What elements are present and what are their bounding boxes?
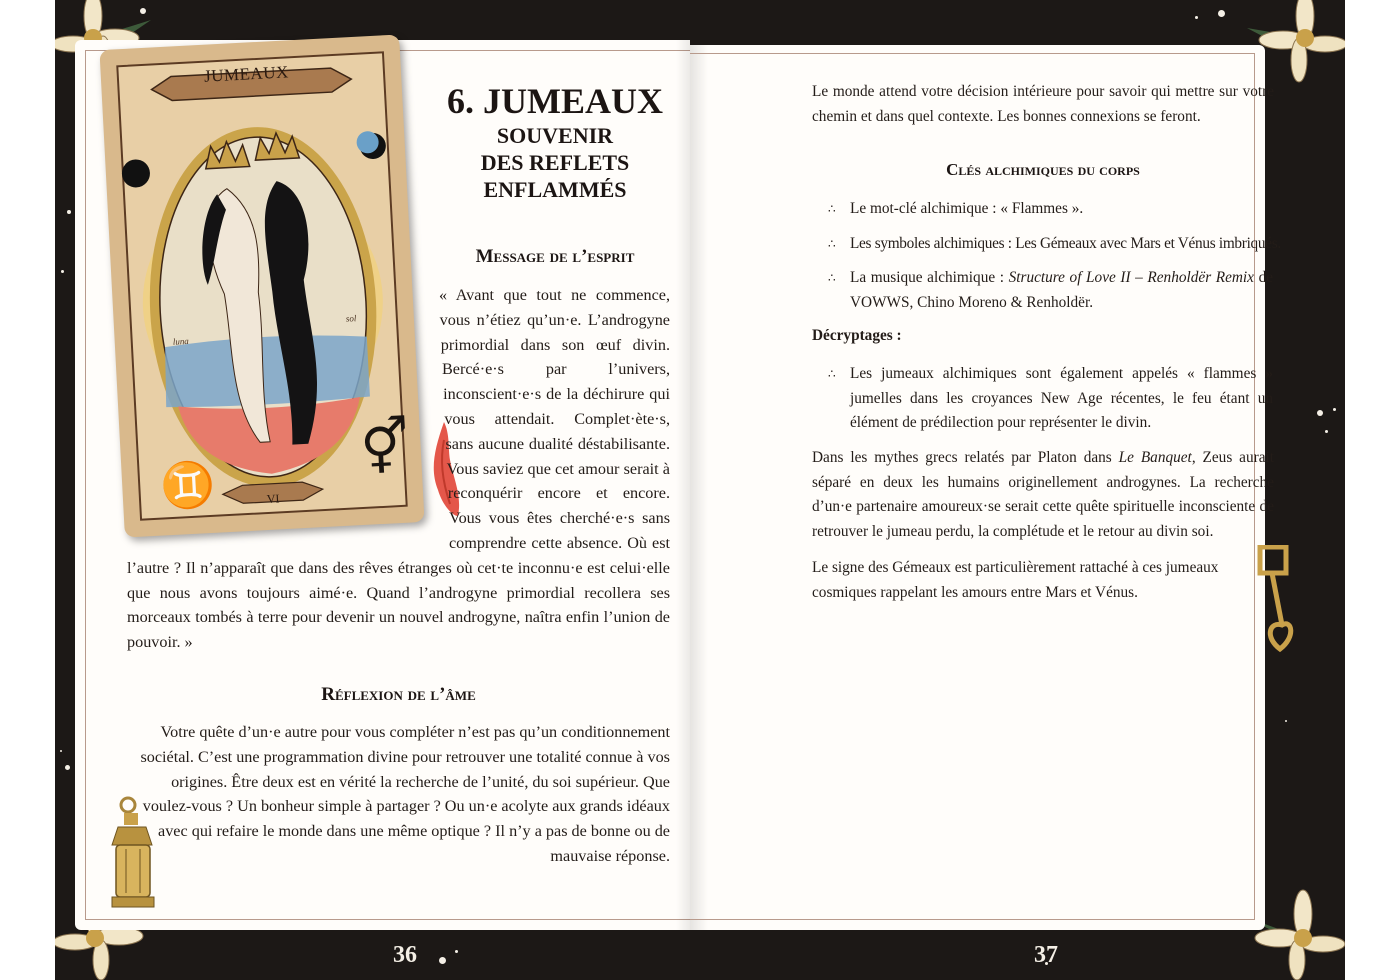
page-number-right: 37 (1034, 942, 1058, 968)
intro-text: Le monde attend votre décision intérieure pour savoir qui mettre sur votre chemin et dans quel contexte. Les bonnes connexions se feront. (812, 83, 1274, 125)
list-item-text: La musique alchimique : (850, 269, 1009, 287)
chapter-subtitle-line: DES REFLETS (480, 150, 630, 175)
gender-symbol-icon: ⚥ (358, 414, 411, 481)
myth-suffix: , Zeus aurait séparé en deux les humains originellement androgynes. La recherche d’un·e partenaire amoureux·se serait cette quête spirituelle inconsciente de retrouver le jumeau perdu, la complétude et le retour au divin soi. (812, 449, 1274, 540)
keys-heading: Clés alchimiques du corps (946, 160, 1140, 179)
card-label: JUMEAUX (203, 62, 290, 86)
star-decoration (67, 210, 71, 214)
star-decoration (455, 950, 458, 953)
star-decoration (65, 765, 70, 770)
therefore-bullet-icon: ∴ (828, 271, 835, 286)
message-text: « Avant que tout ne commence, vous n’étiez qu’un·e. L’androgyne primordial dans son œuf divin. Bercé·e·s par l’univers, inconscient·e·s de la déchirure qui vous attendait. Complet·ète·s, sans aucune dualité déstabilisante. Vous saviez que cet amour serait à reconquérir encore et encore. Vous vous êtes cherché·e·s sans comprendre cette absence. Où est l’autre ? Il n’apparaît que dans des rêves étranges où cet·te inconnu·e est celui·elle que nous avons toujours aimé·e. Quand l’androgyne primordial recollera ses morceaux tombés à terre pour devenir un nouvel androgyne, naîtra enfin l’union de pouvoir. » (127, 286, 670, 652)
chapter-number-title: 6. JUMEAUX (447, 81, 663, 121)
list-item-text: Les symboles alchimiques : Les Gémeaux avec Mars et Vénus imbriqués. (850, 234, 1281, 252)
chapter-title (440, 80, 670, 203)
reflection-heading: Réflexion de l’âme (321, 684, 476, 705)
therefore-bullet-icon: ∴ (828, 367, 835, 381)
star-decoration (1285, 720, 1287, 722)
closing-text: Le signe des Gémeaux est particulièrement rattaché à ces jumeaux cosmiques rappelant les amours entre Mars et Vénus. (812, 559, 1219, 601)
list-item (828, 362, 1273, 436)
list-item-text: Les jumeaux alchimiques sont également appelés « flammes » jumelles dans les croyances New Age récentes, le feu étant un élément de prédilection pour représenter le divin. (850, 365, 1273, 432)
myth-prefix: Dans les mythes grecs relatés par Platon dans (812, 449, 1119, 466)
decryptages-list (828, 362, 1273, 446)
card-word-sol: sol (345, 313, 357, 324)
reflection-text: Votre quête d’un·e autre pour vous compléter n’est pas qu’un conditionnement sociétal. C’est une programmation divine pour retrouver une totalité connue à vos origines. Être deux est en vérité la recherche de l’unité, du soi supérieur. Que voulez-vous ? Un bonheur simple à partager ? Ou un·e acolyte aux grands idéaux avec qui refaire le monde dans une même optique ? Il n’y a pas de bonne ou de mauvaise réponse. (140, 723, 670, 865)
list-item (828, 197, 1273, 222)
page-number-left: 36 (393, 942, 417, 968)
message-heading: Message de l’esprit (475, 246, 635, 267)
list-item-text: Le mot-clé alchimique : « Flammes ». (850, 200, 1084, 217)
star-decoration (60, 750, 62, 752)
card-word-luna: luna (172, 335, 190, 347)
therefore-bullet-icon: ∴ (828, 236, 835, 251)
message-block (127, 283, 670, 658)
chapter-subtitle-line: SOUVENIR (496, 123, 614, 148)
star-decoration (1333, 408, 1336, 411)
myth-paragraph (812, 446, 1274, 544)
star-decoration (1325, 430, 1328, 433)
chapter-subtitle-line: ENFLAMMÉS (483, 177, 627, 202)
therefore-bullet-icon: ∴ (828, 202, 835, 216)
star-decoration (439, 957, 446, 964)
key-icon (1252, 545, 1302, 655)
card-number: VI (266, 491, 280, 507)
gemini-symbol-icon: ♊ (159, 458, 217, 513)
decryptages-label: Décryptages : (812, 327, 902, 344)
myth-book-title: Le Banquet (1118, 449, 1192, 466)
keys-list (828, 197, 1281, 325)
list-item (828, 232, 1281, 257)
star-decoration (61, 270, 64, 273)
music-title: Structure of Love II – Renholdër Remix (1008, 269, 1254, 287)
list-item (828, 266, 1273, 315)
star-decoration (1317, 410, 1323, 416)
list-item-text: de VOWWS, Chino Moreno & Renholdër. (850, 269, 1274, 311)
star-decoration (1195, 16, 1198, 19)
